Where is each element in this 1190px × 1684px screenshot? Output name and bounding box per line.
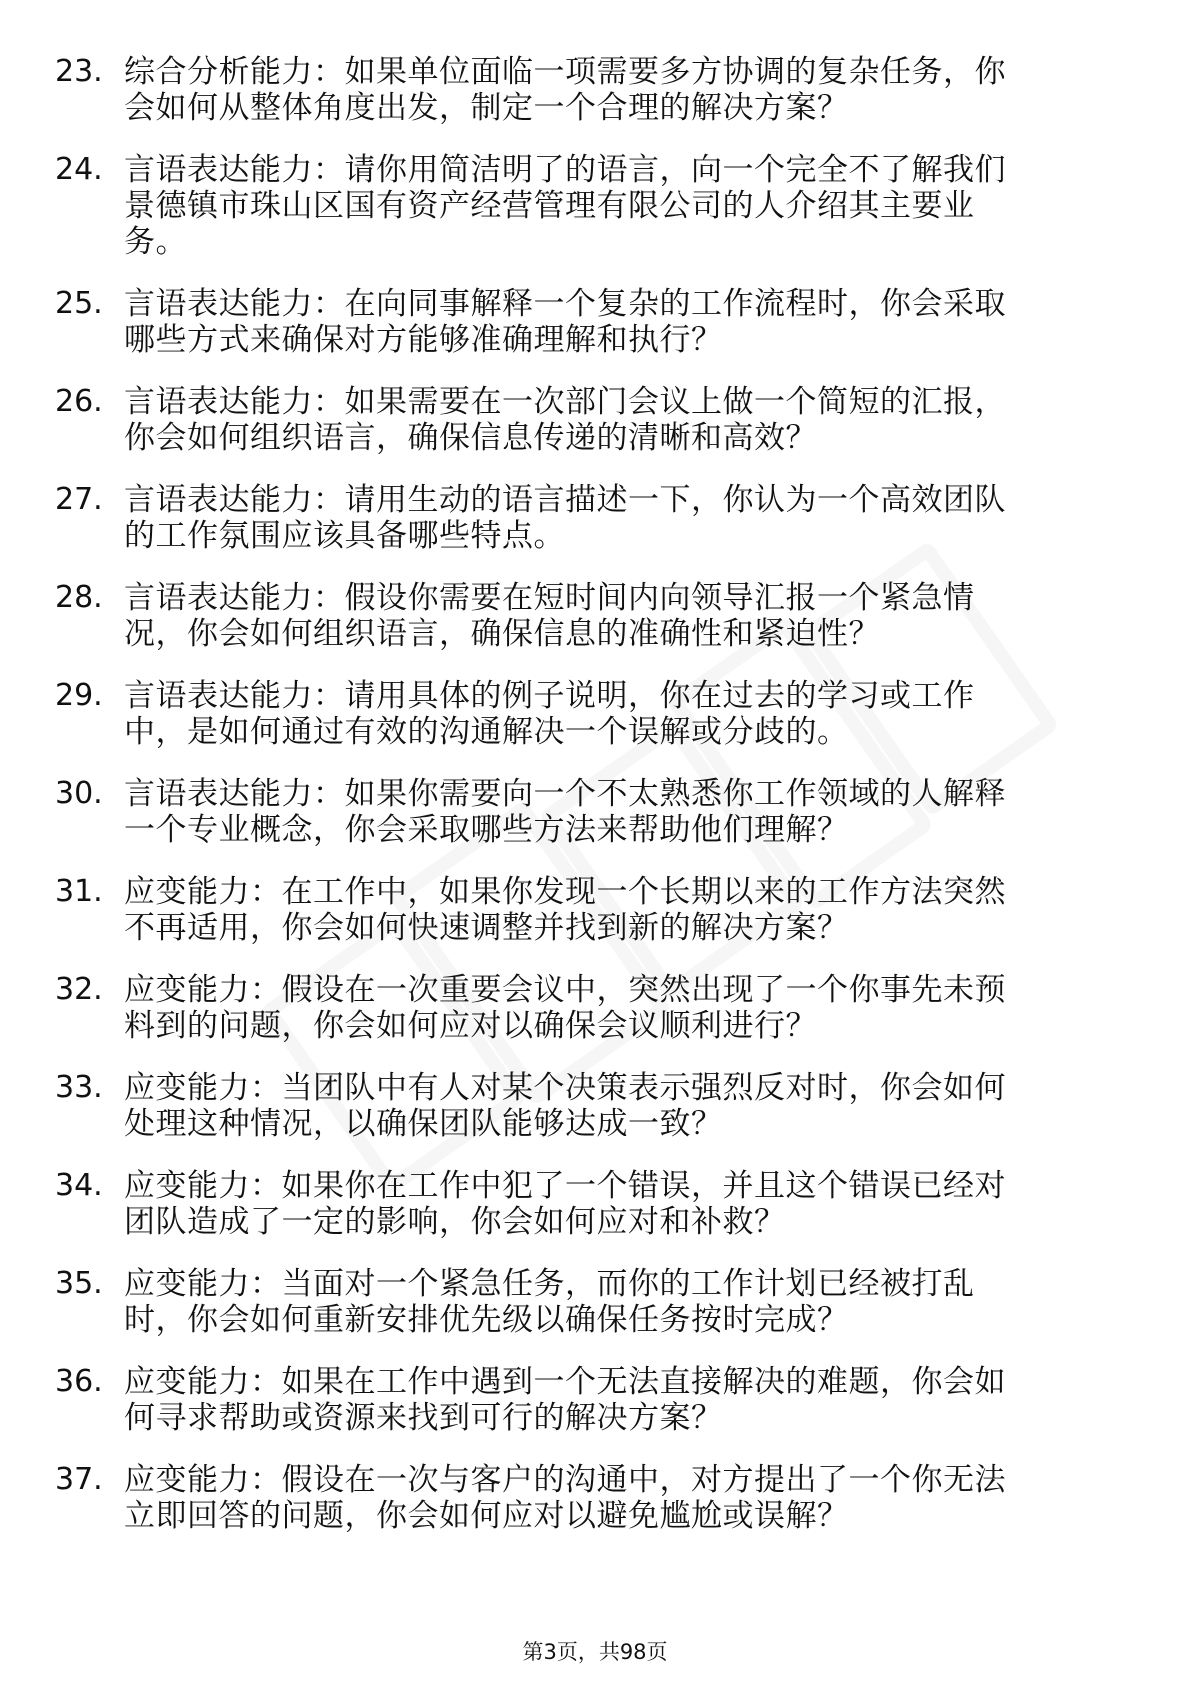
question-number: 35. xyxy=(55,1266,103,1301)
question-number: 33. xyxy=(55,1070,103,1105)
question-text-line: 一个专业概念，你会采取哪些方法来帮助他们理解？ xyxy=(124,812,849,848)
question-text xyxy=(124,678,1124,750)
question-text-line: 时，你会如何重新安排优先级以确保任务按时完成？ xyxy=(124,1302,849,1338)
question-text-line: 不再适用，你会如何快速调整并找到新的解决方案？ xyxy=(124,910,849,946)
question-text xyxy=(124,1168,1124,1240)
question-text xyxy=(124,1462,1124,1534)
question-text xyxy=(124,972,1124,1044)
question-number: 28. xyxy=(55,580,103,615)
question-number: 26. xyxy=(55,384,103,419)
question-number: 31. xyxy=(55,874,103,909)
question-number: 27. xyxy=(55,482,103,517)
question-number: 30. xyxy=(55,776,103,811)
question-text-line: 言语表达能力：假设你需要在短时间内向领导汇报一个紧急情 xyxy=(124,580,975,616)
question-text xyxy=(124,384,1124,456)
question-number: 29. xyxy=(55,678,103,713)
question-text-line: 团队造成了一定的影响，你会如何应对和补救？ xyxy=(124,1204,786,1240)
question-text-line: 会如何从整体角度出发，制定一个合理的解决方案？ xyxy=(124,90,849,126)
question-number: 32. xyxy=(55,972,103,1007)
question-text-line: 景德镇市珠山区国有资产经营管理有限公司的人介绍其主要业 xyxy=(124,188,975,224)
question-text xyxy=(124,482,1124,554)
question-text xyxy=(124,54,1124,126)
question-text-line: 你会如何组织语言，确保信息传递的清晰和高效？ xyxy=(124,420,817,456)
question-text-line: 的工作氛围应该具备哪些特点。 xyxy=(124,518,565,554)
question-text-line: 言语表达能力：请用具体的例子说明，你在过去的学习或工作 xyxy=(124,678,975,714)
question-text-line: 应变能力：当团队中有人对某个决策表示强烈反对时，你会如何 xyxy=(124,1070,1006,1106)
question-text-line: 应变能力：假设在一次与客户的沟通中，对方提出了一个你无法 xyxy=(124,1462,1006,1498)
question-number: 23. xyxy=(55,54,103,89)
question-text-line: 言语表达能力：如果需要在一次部门会议上做一个简短的汇报， xyxy=(124,384,1006,420)
question-text xyxy=(124,152,1124,260)
question-text xyxy=(124,874,1124,946)
question-text-line: 何寻求帮助或资源来找到可行的解决方案？ xyxy=(124,1400,723,1436)
question-text-line: 料到的问题，你会如何应对以确保会议顺利进行？ xyxy=(124,1008,817,1044)
question-text-line: 应变能力：假设在一次重要会议中，突然出现了一个你事先未预 xyxy=(124,972,1006,1008)
question-text-line: 应变能力：如果你在工作中犯了一个错误，并且这个错误已经对 xyxy=(124,1168,1006,1204)
question-number: 34. xyxy=(55,1168,103,1203)
question-text-line: 应变能力：如果在工作中遇到一个无法直接解决的难题，你会如 xyxy=(124,1364,1006,1400)
question-text-line: 言语表达能力：请用生动的语言描述一下，你认为一个高效团队 xyxy=(124,482,1006,518)
question-text xyxy=(124,1070,1124,1142)
question-number: 25. xyxy=(55,286,103,321)
question-text-line: 务。 xyxy=(124,224,187,260)
question-text-line: 中，是如何通过有效的沟通解决一个误解或分歧的。 xyxy=(124,714,849,750)
question-text-line: 言语表达能力：如果你需要向一个不太熟悉你工作领域的人解释 xyxy=(124,776,1006,812)
question-number: 36. xyxy=(55,1364,103,1399)
question-text-line: 况，你会如何组织语言，确保信息的准确性和紧迫性？ xyxy=(124,616,880,652)
page-number: 第3页，共98页 xyxy=(522,1640,668,1664)
question-text-line: 处理这种情况，以确保团队能够达成一致？ xyxy=(124,1106,723,1142)
question-text xyxy=(124,1266,1124,1338)
question-text-line: 立即回答的问题，你会如何应对以避免尴尬或误解？ xyxy=(124,1498,849,1534)
question-text-line: 言语表达能力：请你用简洁明了的语言，向一个完全不了解我们 xyxy=(124,152,1006,188)
question-text-line: 应变能力：在工作中，如果你发现一个长期以来的工作方法突然 xyxy=(124,874,1006,910)
question-text-line: 应变能力：当面对一个紧急任务，而你的工作计划已经被打乱 xyxy=(124,1266,975,1302)
page-footer xyxy=(0,1638,1190,1666)
question-text xyxy=(124,1364,1124,1436)
question-number: 24. xyxy=(55,152,103,187)
question-text xyxy=(124,286,1124,358)
question-text-line: 综合分析能力：如果单位面临一项需要多方协调的复杂任务，你 xyxy=(124,54,1006,90)
question-text xyxy=(124,776,1124,848)
question-number: 37. xyxy=(55,1462,103,1497)
question-text-line: 哪些方式来确保对方能够准确理解和执行？ xyxy=(124,322,723,358)
question-text xyxy=(124,580,1124,652)
question-text-line: 言语表达能力：在向同事解释一个复杂的工作流程时，你会采取 xyxy=(124,286,1006,322)
